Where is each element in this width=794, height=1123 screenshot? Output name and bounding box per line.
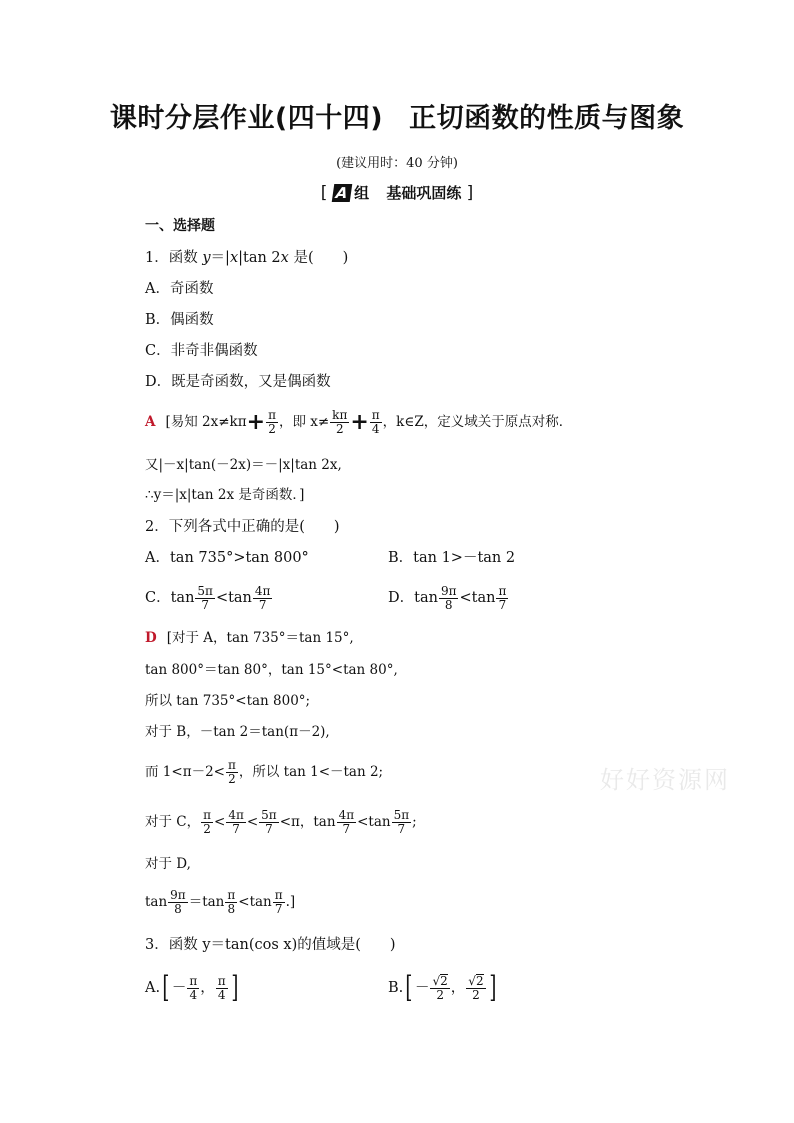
- q2-option-b: B．tan 1>－tan 2: [388, 550, 516, 566]
- title-topic: 正切函数的性质与图象: [409, 103, 685, 134]
- watermark: 好好资源网: [600, 766, 730, 794]
- q1-option-a: A．奇函数: [145, 281, 214, 297]
- q2-explanation-line4: 对于 B，－tan 2＝tan(π－2),: [145, 724, 330, 740]
- q2-option-d: D．tan $\frac{9\pi}{8}$ <tan $\frac{\pi}{7}$: [388, 583, 507, 612]
- q3-option-b: B. [ － $\frac{√2}{2}$ ， $\frac{√2}{2}$ ]: [388, 970, 496, 1005]
- q3-stem: 3．函数 y＝tan(cos x)的值域是( ): [145, 937, 396, 953]
- q1-option-b: B．偶函数: [145, 312, 214, 328]
- q2-explanation-line1: D [对于 A，tan 735°＝tan 15°,: [145, 630, 354, 646]
- q2-explanation-line2: tan 800°＝tan 80°，tan 15°<tan 80°,: [145, 662, 398, 678]
- page-title: [0, 96, 794, 135]
- q1-explanation-line3: ∴y＝|x|tan 2x 是奇函数．]: [145, 487, 305, 503]
- group-letter: A: [331, 184, 351, 202]
- q1-stem: 1．函数 y＝|x|tan 2x 是( ): [145, 250, 349, 266]
- group-name: 基础巩固练: [386, 184, 462, 202]
- q1-explanation-line2: 又|－x|tan(－2x)＝－|x|tan 2x,: [145, 457, 342, 473]
- q2-answer: D: [145, 630, 157, 646]
- suggested-time: (建议用时：40 分钟): [336, 156, 458, 171]
- q2-option-c: C．tan $\frac{5\pi}{7}$ <tan $\frac{4\pi}{7}$: [145, 583, 271, 612]
- title-main: 课时分层作业(四十四): [109, 103, 384, 134]
- section-heading: 一、选择题: [145, 218, 215, 234]
- q2-explanation-line6: 对于 C， $\frac{\pi}{2}$ < $\frac{4\pi}{7}$ < $\frac{5\pi}{7}$ <π，tan $\frac{4\pi}{7}$ <tan $\frac{5\pi}{7}$ ;: [145, 807, 417, 836]
- q2-explanation-line7: 对于 D,: [145, 856, 191, 872]
- q2-explanation-line5: 而 1<π－2< $\frac{\pi}{2}$ ，所以 tan 1<－tan 2;: [145, 757, 384, 786]
- q1-option-c: C．非奇非偶函数: [145, 343, 258, 359]
- q2-explanation-line3: 所以 tan 735°<tan 800°;: [145, 693, 311, 709]
- q1-answer: A: [145, 414, 156, 430]
- group-heading: [ A 组 基础巩固练 ]: [320, 183, 474, 203]
- q2-option-a: A．tan 735°>tan 800°: [145, 550, 309, 566]
- q1-option-d: D．既是奇函数，又是偶函数: [145, 374, 331, 390]
- q3-option-a: A. [ － $\frac{\pi}{4}$ ， $\frac{\pi}{4}$ ]: [145, 970, 238, 1005]
- q1-explanation-line1: A [易知 2x≠kπ + $\frac{\pi}{2}$ ，即 x≠ $\frac{k\pi}{2}$ + $\frac{\pi}{4}$ ，k∈Z，定义域关于原点对称．: [145, 407, 573, 436]
- q2-explanation-line8: tan $\frac{9\pi}{8}$ ＝tan $\frac{\pi}{8}$ <tan $\frac{\pi}{7}$ .]: [145, 887, 296, 916]
- q2-stem: 2．下列各式中正确的是( ): [145, 519, 340, 535]
